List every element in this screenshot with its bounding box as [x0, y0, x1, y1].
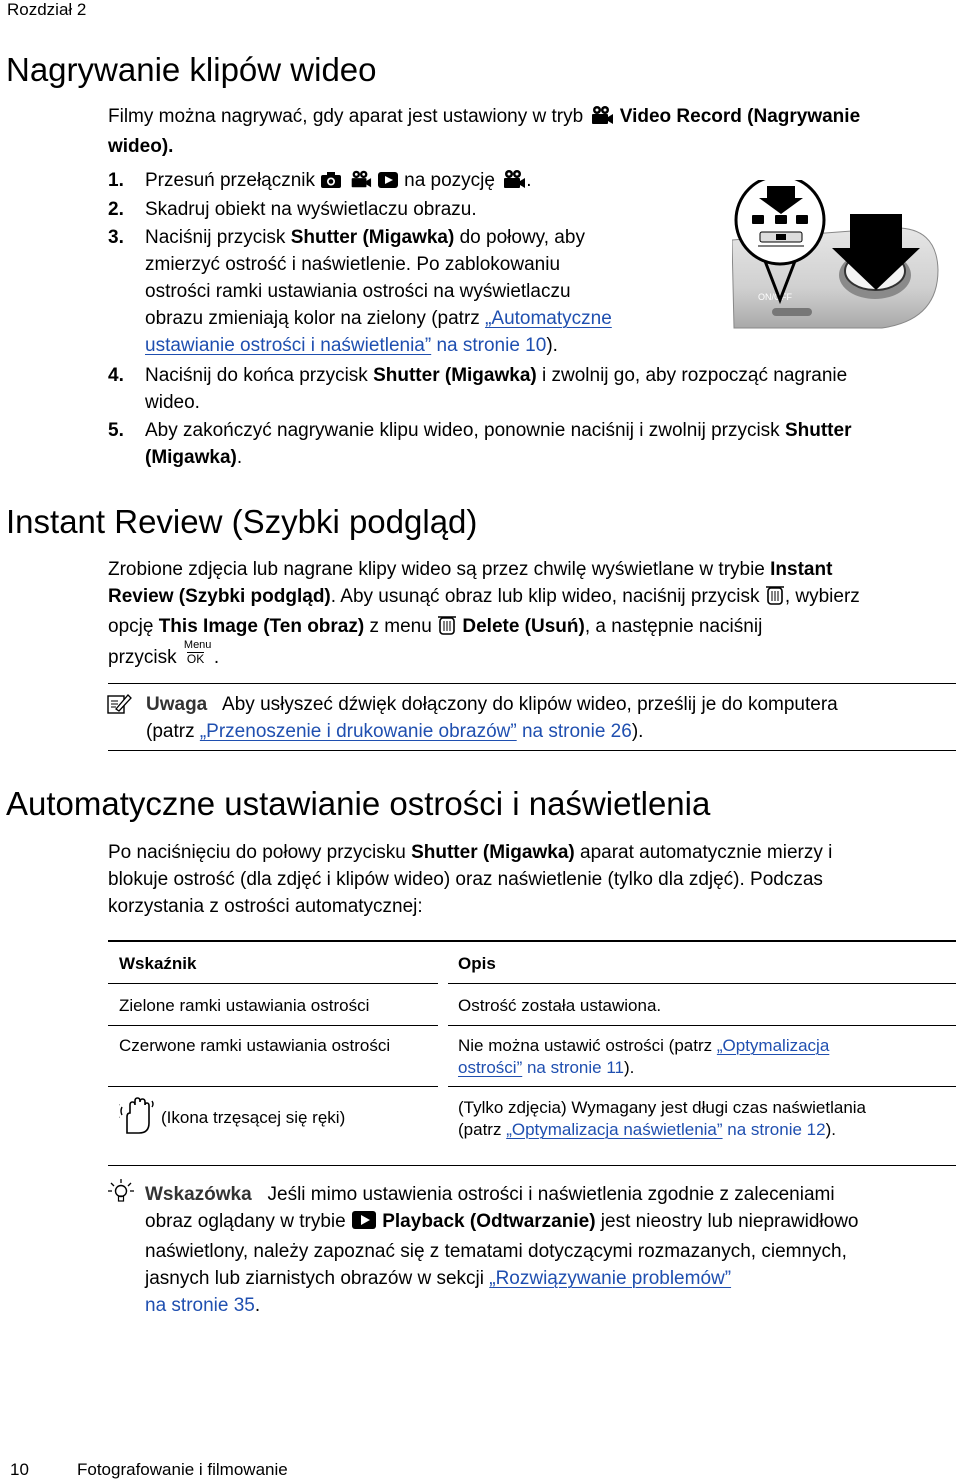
- note-text: Uwaga Aby usłyszeć dźwięk dołączony do klipów wideo, prześlij je do komputera (patrz „Przenoszenie i drukowanie obrazów” na stronie 26).: [146, 694, 838, 742]
- tip-text: Wskazówka Jeśli mimo ustawienia ostrości i naświetlenia zgodnie z zaleceniami obraz oglądany w trybie Playback (Odtwarzanie) jest nieostry lub nieprawidłowo naświetlony, należy zapoznać się z tematami dotyczącymi rozmazanych, ciemnych, jasnych lub ziarnistych obrazów w sekcji „Rozwiązywanie problemów” na stronie 35.: [145, 1184, 859, 1316]
- playback-icon: [377, 170, 399, 197]
- link-autofocus-cont[interactable]: ustawianie ostrości i naświetlenia”: [145, 335, 432, 356]
- table-rule: [108, 983, 438, 984]
- camera-icon: [320, 170, 342, 197]
- camera-top-illustration: [732, 180, 944, 335]
- table-row-2-description: Nie można ustawić ostrości (patrz „Optymalizacja ostrości” na stronie 11).: [458, 1036, 830, 1077]
- video-mode-icon: [588, 105, 614, 133]
- instant-review-paragraph: Zrobione zdjęcia lub nagrane klipy wideo są przez chwilę wyświetlane w trybie Instant Review (Szybki podgląd). Aby usunąć obraz lub klip wideo, naciśnij przycisk , wybierz opcję This Image (Ten obraz) z menu Delete (Usuń), a następnie naciśnij przycisk Menu OK .: [108, 559, 860, 668]
- section-title-instant-review: Instant Review (Szybki podgląd): [6, 503, 478, 540]
- video-icon: [348, 169, 372, 197]
- chapter-label: Rozdział 2: [7, 0, 87, 19]
- table-rule: [448, 983, 956, 984]
- table-rule: [448, 1025, 956, 1026]
- table-rule: [108, 1086, 438, 1087]
- link-transfer-print[interactable]: „Przenoszenie i drukowanie obrazów”: [199, 721, 517, 742]
- section-title-video: Nagrywanie klipów wideo: [6, 51, 377, 88]
- step-1: 1. Przesuń przełącznik na pozycję .: [108, 167, 145, 194]
- footer-title: Fotografowanie i filmowanie: [77, 1460, 288, 1479]
- on-off-label: ON/OFF: [758, 292, 792, 302]
- page-number: 10: [10, 1460, 29, 1479]
- table-top-rule: [448, 940, 956, 942]
- shaking-hand-icon: [119, 1095, 155, 1135]
- section-title-autofocus: Automatyczne ustawianie ostrości i naświetlenia: [6, 785, 711, 822]
- link-troubleshooting[interactable]: „Rozwiązywanie problemów”: [489, 1268, 732, 1289]
- step-3: 3. Naciśnij przycisk Shutter (Migawka) do połowy, aby zmierzyć ostrość i naświetlenie. Po zablokowaniu ostrości ramki ustawiania ostrości na wyświetlaczu obrazu zmieniają kolor na zielony (patrz „Automatyczne ustawianie ostrości i naświetlenia” na stronie 10).: [108, 227, 612, 356]
- tip-lightbulb-icon: [107, 1178, 135, 1208]
- table-row-2-indicator: Czerwone ramki ustawiania ostrości: [119, 1036, 391, 1055]
- step-5: 5. Aby zakończyć nagrywanie klipu wideo, ponownie naciśnij i zwolnij przycisk Shutter (Migawka).: [108, 420, 852, 468]
- link-autofocus[interactable]: „Automatyczne: [485, 308, 612, 329]
- intro-paragraph: Filmy można nagrywać, gdy aparat jest ustawiony w tryb Video Record (Nagrywanie wideo).: [108, 106, 861, 157]
- note-bottom-rule: [108, 750, 956, 751]
- playback-icon: [351, 1210, 377, 1238]
- table-row-1-description: Ostrość została ustawiona.: [458, 996, 662, 1015]
- autofocus-paragraph: Po naciśnięciu do połowy przycisku Shutter (Migawka) aparat automatycznie mierzy i blokuje ostrość (dla zdjęć i klipów wideo) oraz naświetlenie (tylko dla zdjęć). Podczas korzystania z ostrości automatycznej:: [108, 842, 833, 917]
- menu-ok-icon: Menu OK: [183, 639, 212, 666]
- step-2: 2. Skadruj obiekt na wyświetlaczu obrazu.: [108, 199, 477, 220]
- table-row-3-description: (Tylko zdjęcia) Wymagany jest długi czas naświetlania (patrz „Optymalizacja naświetlenia” na stronie 12).: [458, 1098, 867, 1139]
- table-rule: [448, 1086, 956, 1087]
- table-top-rule: [108, 940, 448, 942]
- table-rule: [108, 1025, 438, 1026]
- video-icon: [500, 169, 526, 197]
- step-4: 4. Naciśnij do końca przycisk Shutter (Migawka) i zwolnij go, aby rozpocząć nagranie wideo.: [108, 365, 848, 413]
- tip-top-rule: [108, 1165, 956, 1166]
- trash-icon: [437, 613, 457, 643]
- link-optimize-focus-cont[interactable]: ostrości”: [458, 1058, 523, 1077]
- link-optimize-exposure[interactable]: „Optymalizacja naświetlenia”: [506, 1120, 723, 1139]
- table-row-1-indicator: Zielone ramki ustawiania ostrości: [119, 996, 370, 1015]
- link-optimize-focus[interactable]: „Optymalizacja: [716, 1036, 830, 1055]
- table-header-description: Opis: [458, 954, 496, 973]
- note-top-rule: [108, 683, 956, 684]
- trash-icon: [765, 583, 785, 613]
- table-header-indicator: Wskaźnik: [119, 954, 197, 973]
- note-pencil-icon: [106, 692, 132, 716]
